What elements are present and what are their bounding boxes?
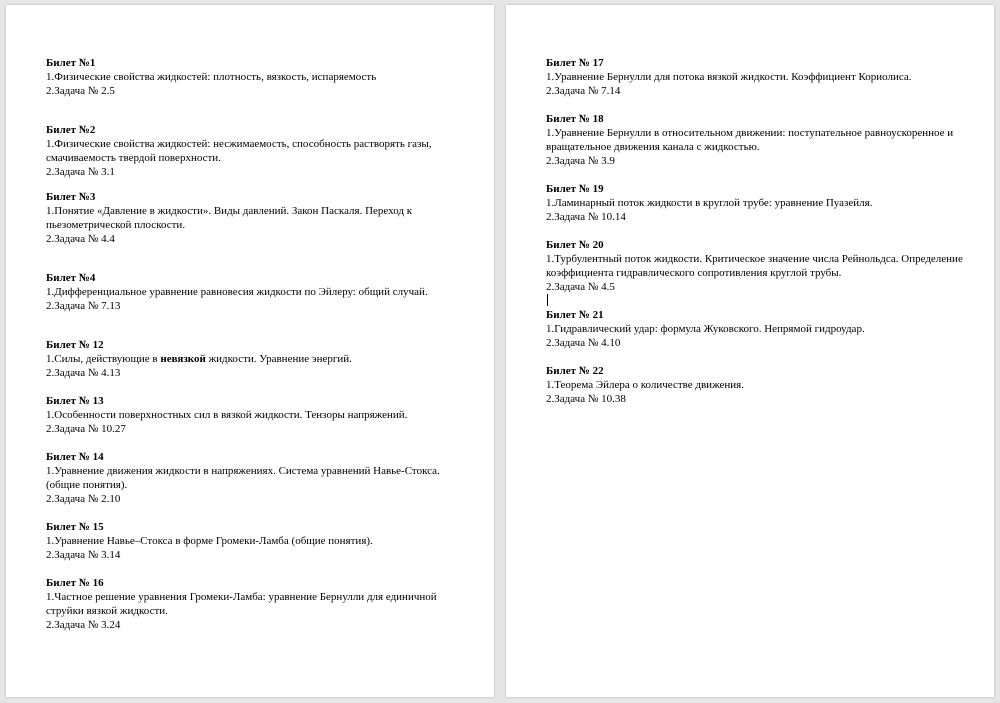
ticket-19[interactable] (546, 182, 970, 224)
ticket-question: 1.Понятие «Давление в жидкости». Виды давлений. Закон Паскаля. Переход к пьезометрической плоскости. (46, 205, 413, 231)
ticket-20[interactable] (546, 238, 970, 306)
ticket-question: 1.Уравнение Навье–Стокса в форме Громеки-Ламба (общие понятия). (46, 535, 373, 547)
ticket-title: Билет № 12 (46, 339, 104, 351)
ticket-task: 2.Задача № 3.24 (46, 619, 121, 631)
ticket-title: Билет № 20 (546, 239, 604, 251)
ticket-task: 2.Задача № 2.5 (46, 85, 115, 97)
ticket-question: 1.Гидравлический удар: формула Жуковского. Непрямой гидроудар. (546, 323, 865, 335)
ticket-3[interactable] (46, 190, 470, 246)
ticket-question: 1.Уравнение Бернулли для потока вязкой жидкости. Коэффициент Кориолиса. (546, 71, 912, 83)
ticket-2[interactable] (46, 123, 470, 179)
ticket-question: 1.Физические свойства жидкостей: плотность, вязкость, испаряемость (46, 71, 377, 83)
ticket-task: 2.Задача № 2.10 (46, 493, 121, 505)
text-cursor[interactable] (547, 294, 548, 306)
ticket-title: Билет №2 (46, 124, 96, 136)
ticket-title: Билет № 21 (546, 309, 604, 321)
ticket-title: Билет № 17 (546, 57, 604, 69)
ticket-15[interactable] (46, 520, 470, 562)
ticket-task: 2.Задача № 4.5 (546, 281, 615, 293)
ticket-question: 1.Уравнение движения жидкости в напряжениях. Система уравнений Навье-Стокса. (общие понятия). (46, 465, 440, 491)
ticket-21[interactable] (546, 308, 970, 350)
ticket-task: 2.Задача № 3.9 (546, 155, 615, 167)
ticket-title: Билет № 16 (46, 577, 104, 589)
ticket-task: 2.Задача № 10.14 (546, 211, 626, 223)
question-emphasis: невязкой (160, 353, 206, 365)
page-content[interactable] (46, 56, 470, 632)
question-text: жидкости. Уравнение энергий. (205, 353, 352, 365)
ticket-task: 2.Задача № 3.1 (46, 166, 115, 178)
ticket-title: Билет №3 (46, 191, 96, 203)
ticket-title: Билет №4 (46, 272, 96, 284)
ticket-task: 2.Задача № 3.14 (46, 549, 121, 561)
ticket-task: 2.Задача № 4.4 (46, 233, 115, 245)
ticket-17[interactable] (546, 56, 970, 98)
ticket-title: Билет № 15 (46, 521, 104, 533)
ticket-question: 1.Дифференциальное уравнение равновесия жидкости по Эйлеру: общий случай. (46, 286, 428, 298)
document-page-right[interactable] (506, 5, 994, 697)
document-page-left[interactable] (6, 5, 494, 697)
ticket-title: Билет № 14 (46, 451, 104, 463)
ticket-22[interactable] (546, 364, 970, 406)
ticket-question: 1.Особенности поверхностных сил в вязкой жидкости. Тензоры напряжений. (46, 409, 408, 421)
ticket-16[interactable] (46, 576, 470, 632)
ticket-title: Билет № 22 (546, 365, 604, 377)
ticket-question (46, 352, 470, 366)
ticket-18[interactable] (546, 112, 970, 168)
ticket-task: 2.Задача № 10.27 (46, 423, 126, 435)
ticket-task: 2.Задача № 4.13 (46, 367, 121, 379)
ticket-title: Билет № 13 (46, 395, 104, 407)
ticket-title: Билет №1 (46, 57, 96, 69)
ticket-task: 2.Задача № 7.14 (546, 85, 621, 97)
ticket-title: Билет № 18 (546, 113, 604, 125)
ticket-1[interactable] (46, 56, 470, 98)
ticket-13[interactable] (46, 394, 470, 436)
ticket-question: 1.Ламинарный поток жидкости в круглой трубе: уравнение Пуазейля. (546, 197, 873, 209)
ticket-task: 2.Задача № 7.13 (46, 300, 121, 312)
ticket-question: 1.Частное решение уравнения Громеки-Ламба: уравнение Бернулли для единичной струйки вязкой жидкости. (46, 591, 437, 617)
ticket-title: Билет № 19 (546, 183, 604, 195)
ticket-4[interactable] (46, 271, 470, 313)
ticket-task: 2.Задача № 4.10 (546, 337, 621, 349)
ticket-question: 1.Физические свойства жидкостей: несжимаемость, способность растворять газы, смачиваемость твердой поверхности. (46, 138, 432, 164)
ticket-question: 1.Уравнение Бернулли в относительном движении: поступательное равноускоренное и вращательное движения канала с жидкостью. (546, 127, 954, 153)
ticket-12[interactable] (46, 338, 470, 380)
question-text: 1.Силы, действующие в (46, 353, 161, 365)
ticket-question: 1.Теорема Эйлера о количестве движения. (546, 379, 744, 391)
ticket-task: 2.Задача № 10.38 (546, 393, 626, 405)
ticket-question: 1.Турбулентный поток жидкости. Критическое значение числа Рейнольдса. Определение коэффициента гидравлического сопротивления круглой трубы. (546, 253, 963, 279)
page-content[interactable] (546, 56, 970, 406)
ticket-14[interactable] (46, 450, 470, 506)
